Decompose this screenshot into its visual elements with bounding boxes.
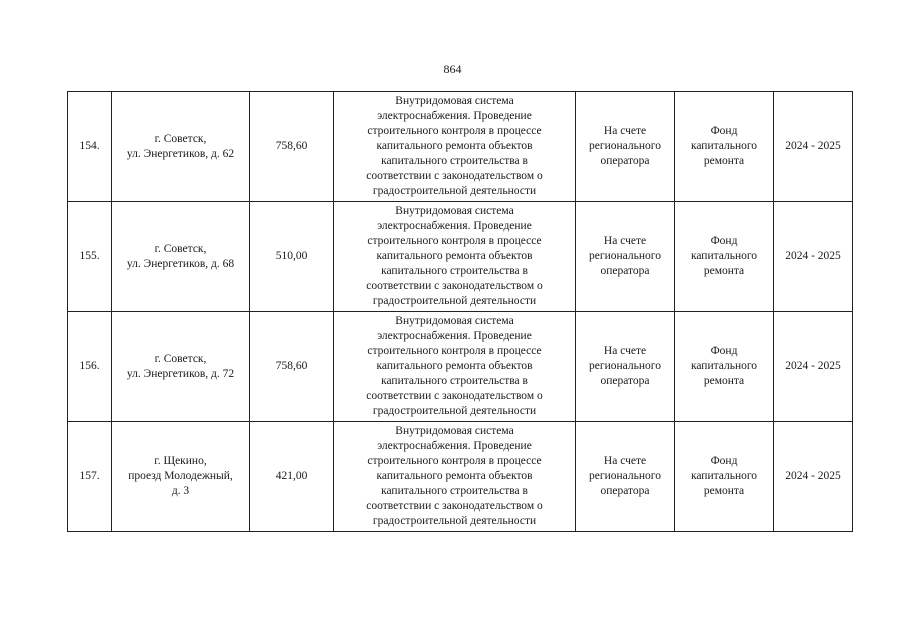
table-body — [68, 92, 853, 532]
address-line: проезд Молодежный, — [128, 470, 233, 482]
account-line: оператора — [600, 375, 650, 387]
account-cell — [576, 92, 675, 202]
work-description-cell — [334, 312, 576, 422]
account-line: На счете — [603, 455, 647, 467]
address-line: г. Советск, — [154, 352, 207, 365]
work-line: соответствии с законодательством о — [366, 280, 543, 292]
work-line: капитального ремонта объектов — [376, 360, 533, 372]
row-number-cell: 155. — [68, 202, 112, 312]
cost-cell: 421,00 — [250, 422, 334, 532]
work-line: Внутридомовая система — [395, 205, 514, 217]
cost-cell: 758,60 — [250, 92, 334, 202]
cost-cell: 510,00 — [250, 202, 334, 312]
work-line: капитального ремонта объектов — [376, 250, 533, 262]
row-number-cell: 156. — [68, 312, 112, 422]
fund-line: ремонта — [703, 265, 745, 277]
period-cell: 2024 - 2025 — [774, 202, 853, 312]
account-line: регионального — [589, 250, 661, 262]
work-line: Внутридомовая система — [395, 95, 514, 107]
page-number: 864 — [443, 62, 462, 76]
work-line: электроснабжения. Проведение — [377, 440, 532, 452]
fund-line: капитального — [690, 360, 758, 372]
fund-line: капитального — [690, 140, 758, 152]
work-line: Внутридомовая система — [395, 425, 514, 437]
work-description-cell — [334, 422, 576, 532]
account-line: На счете — [603, 125, 647, 137]
work-line: капитального строительства в — [381, 375, 528, 387]
address-line: д. 3 — [171, 485, 190, 497]
work-line: строительного контроля в процессе — [367, 345, 542, 357]
work-line: строительного контроля в процессе — [367, 235, 542, 247]
fund-line: капитального — [690, 250, 758, 262]
address-cell — [112, 92, 250, 202]
address-line: г. Советск, — [154, 242, 207, 255]
work-line: капитального ремонта объектов — [376, 140, 533, 152]
cost-cell: 758,60 — [250, 312, 334, 422]
fund-line: капитального — [690, 470, 758, 482]
work-line: строительного контроля в процессе — [367, 455, 542, 467]
period-cell: 2024 - 2025 — [774, 92, 853, 202]
account-cell — [576, 312, 675, 422]
work-line: Внутридомовая система — [395, 315, 514, 327]
repair-schedule-table — [67, 91, 853, 532]
work-line: капитального строительства в — [381, 155, 528, 167]
row-number-cell: 154. — [68, 92, 112, 202]
table-row — [68, 422, 853, 532]
address-line: ул. Энергетиков, д. 72 — [126, 367, 235, 380]
work-line: капитального строительства в — [381, 265, 528, 277]
address-line: ул. Энергетиков, д. 62 — [126, 147, 235, 160]
address-cell — [112, 312, 250, 422]
fund-line: Фонд — [710, 345, 738, 357]
account-line: На счете — [603, 345, 647, 357]
fund-line: Фонд — [710, 235, 738, 247]
work-line: капитального строительства в — [381, 485, 528, 497]
fund-line: ремонта — [703, 375, 745, 387]
work-line: градостроительной деятельности — [372, 405, 537, 417]
row-number-cell: 157. — [68, 422, 112, 532]
account-cell — [576, 422, 675, 532]
fund-line: ремонта — [703, 155, 745, 167]
account-line: оператора — [600, 155, 650, 167]
table-row — [68, 202, 853, 312]
fund-line: ремонта — [703, 485, 745, 497]
period-cell: 2024 - 2025 — [774, 422, 853, 532]
fund-cell — [675, 92, 774, 202]
work-line: соответствии с законодательством о — [366, 500, 543, 512]
account-line: оператора — [600, 265, 650, 277]
address-cell — [112, 202, 250, 312]
work-line: соответствии с законодательством о — [366, 390, 543, 402]
fund-line: Фонд — [710, 455, 738, 467]
account-line: регионального — [589, 360, 661, 372]
work-line: строительного контроля в процессе — [367, 125, 542, 137]
work-line: электроснабжения. Проведение — [377, 110, 532, 122]
address-line: ул. Энергетиков, д. 68 — [126, 257, 235, 270]
address-line: г. Советск, — [154, 132, 207, 145]
work-line: капитального ремонта объектов — [376, 470, 533, 482]
work-line: электроснабжения. Проведение — [377, 220, 532, 232]
work-description-cell — [334, 92, 576, 202]
account-line: оператора — [600, 485, 650, 497]
account-line: регионального — [589, 140, 661, 152]
work-line: градостроительной деятельности — [372, 295, 537, 307]
work-line: соответствии с законодательством о — [366, 170, 543, 182]
account-line: На счете — [603, 235, 647, 247]
table-row — [68, 92, 853, 202]
work-description-cell — [334, 202, 576, 312]
account-cell — [576, 202, 675, 312]
table-row — [68, 312, 853, 422]
fund-cell — [675, 312, 774, 422]
fund-line: Фонд — [710, 125, 738, 137]
period-cell: 2024 - 2025 — [774, 312, 853, 422]
work-line: электроснабжения. Проведение — [377, 330, 532, 342]
work-line: градостроительной деятельности — [372, 515, 537, 527]
fund-cell — [675, 422, 774, 532]
account-line: регионального — [589, 470, 661, 482]
address-cell — [112, 422, 250, 532]
address-line: г. Щекино, — [154, 455, 207, 467]
work-line: градостроительной деятельности — [372, 185, 537, 197]
fund-cell — [675, 202, 774, 312]
